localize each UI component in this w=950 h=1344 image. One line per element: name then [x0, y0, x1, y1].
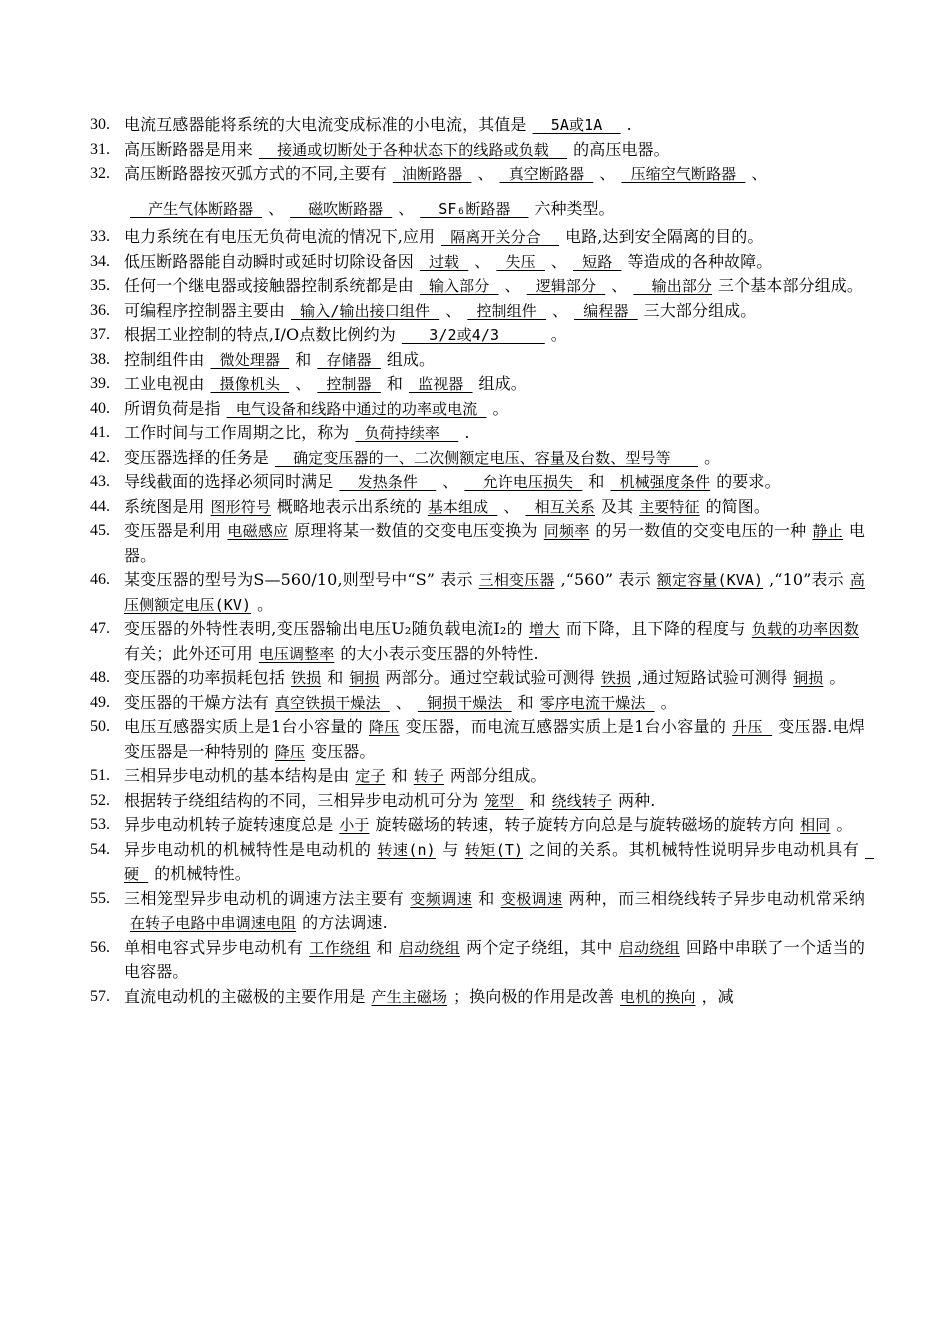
answer-blank: SF₆断路器 [420, 199, 529, 218]
question-text: 和 [517, 692, 534, 712]
question-text: 三大部分组成。 [643, 300, 757, 320]
answer-blank: 降压 [274, 742, 306, 761]
question-item [90, 887, 865, 936]
question-body [124, 274, 865, 299]
answer-blank: 变极调速 [500, 889, 563, 908]
question-item [90, 936, 865, 985]
question-text: 工作时间与工作周期之比，称为 [124, 423, 350, 442]
question-text: 的方法调速. [302, 913, 388, 932]
question-text: 和 [295, 349, 312, 369]
question-text: ,“560” 表示 [560, 570, 651, 589]
answer-blank: 负载的功率因数 [751, 620, 860, 638]
question-number: 40. [90, 399, 110, 417]
question-text: 。 [836, 815, 853, 834]
answer-blank: 高压侧额定电压(KV) [124, 571, 865, 614]
question-number: 41. [90, 424, 110, 441]
question-body [124, 617, 865, 666]
question-text: 。 [829, 668, 846, 687]
question-body [124, 446, 865, 471]
question-text: 异步电动机转子旋转速度总是 [124, 815, 334, 834]
question-text: 组成。 [478, 374, 527, 393]
question-text: 回路中串联了一个适当的电容器。 [124, 937, 866, 981]
question-number: 33. [90, 228, 110, 245]
question-text: 和 [386, 374, 403, 393]
answer-blank: 负荷持续率 [355, 424, 459, 442]
question-text: 的另一数值的交变电压的一种 [595, 521, 807, 540]
answer-blank: 笼型 [484, 791, 524, 810]
question-item [90, 397, 865, 422]
question-body [124, 323, 865, 348]
question-text: 的机械特性。 [154, 864, 251, 883]
question-text: 、 [504, 276, 521, 295]
question-text: 三相笼型异步电动机的调速方法主要有 [124, 888, 405, 908]
question-text: 、 [442, 472, 459, 491]
question-text: 低压断路器能自动瞬时或延时切除设备因 [124, 251, 414, 271]
question-text: 、 [550, 251, 567, 271]
question-body [124, 113, 865, 138]
answer-blank: 产生主磁场 [371, 987, 448, 1006]
question-text: 两部分。通过空载试验可测得 [385, 668, 595, 687]
answer-blank: 3/2或4/3 [401, 326, 545, 344]
question-number: 31. [90, 140, 110, 158]
question-item [90, 113, 865, 138]
question-item [90, 348, 865, 373]
question-body [124, 764, 865, 789]
question-number: 32. [90, 165, 110, 182]
question-text: 六种类型。 [534, 198, 615, 218]
question-item [90, 323, 865, 348]
question-text: 。 [257, 594, 274, 614]
question-text: 变压器.电焊变压器是一种特别的 [124, 717, 865, 761]
answer-blank: 同频率 [543, 522, 590, 540]
question-number: 36. [90, 301, 110, 319]
question-number: 35. [90, 277, 110, 294]
answer-blank: 相互关系 [525, 497, 595, 516]
question-text: 。 [550, 325, 567, 344]
answer-blank: 启动绕组 [398, 938, 461, 957]
answer-blank: 输入部分 [419, 277, 499, 295]
answer-blank: 电磁感应 [227, 522, 289, 540]
answer-blank: 发热条件 [339, 473, 437, 491]
question-text: 系统图是用 [124, 496, 205, 516]
question-text: 导线截面的选择必须同时满足 [124, 472, 334, 491]
answer-blank: 铜损 [793, 669, 824, 687]
question-text: 和 [391, 766, 408, 785]
question-text: 、 [295, 374, 312, 393]
question-item [90, 495, 865, 520]
question-item [90, 372, 865, 397]
question-text: 之间的关系。其机械特性说明异步电动机具有 [529, 839, 859, 859]
question-item [90, 162, 865, 187]
question-text: 的大小表示变压器的外特性. [340, 643, 539, 663]
question-body [124, 568, 865, 617]
question-text: 直流电动机的主磁极的主要作用是 [124, 986, 366, 1006]
answer-blank: 存储器 [317, 350, 381, 369]
answer-blank: 主要特征 [639, 497, 700, 516]
question-number: 48. [90, 669, 110, 686]
answer-blank: 绕线转子 [551, 791, 613, 810]
question-item [90, 985, 865, 1010]
question-number: 57. [90, 987, 110, 1005]
question-item [90, 299, 865, 324]
answer-blank: 确定变压器的一、二次侧额定电压、容量及台数、型号等 [274, 448, 699, 467]
question-text: 变压器的外特性表明,变压器输出电压U₂随负载电流I₂的 [124, 619, 523, 638]
answer-blank: 电压调整率 [258, 644, 335, 663]
question-item [90, 470, 865, 495]
question-text: 电流互感器能将系统的大电流变成标准的小电流，其值是 [124, 115, 527, 134]
question-text: 的要求。 [716, 472, 781, 491]
question-number: 49. [90, 693, 110, 711]
question-text: 的高压电器。 [573, 139, 670, 159]
question-text: 和 [529, 790, 546, 810]
question-text: 。 [660, 692, 677, 712]
question-text: 某变压器的型号为S—560/10,则型号中“S” 表示 [124, 570, 473, 589]
answer-blank: 电气设备和线路中通过的功率或电流 [226, 399, 487, 418]
question-text: ，减 [701, 986, 734, 1006]
question-text: 与 [441, 839, 459, 859]
answer-blank: 零序电流干燥法 [539, 693, 655, 712]
question-item [90, 691, 865, 716]
question-body [124, 936, 865, 985]
question-number: 56. [90, 938, 110, 956]
question-body [124, 715, 865, 764]
question-number: 47. [90, 620, 110, 637]
question-text: 电器。 [124, 521, 865, 565]
answer-blank: 降压 [368, 718, 400, 736]
answer-blank: 电机的换向 [620, 987, 696, 1006]
question-text: 、 [474, 251, 491, 271]
answer-blank: 静止 [812, 522, 843, 540]
question-number: 55. [90, 889, 110, 907]
question-text: 根据转子绕组结构的不同，三相异步电动机可分为 [124, 790, 479, 810]
question-item [90, 519, 865, 568]
answer-blank: 油断路器 [392, 165, 472, 183]
question-list [90, 113, 875, 1009]
question-text: 、 [751, 164, 768, 183]
question-number: 38. [90, 350, 110, 368]
question-text: 所谓负荷是指 [124, 398, 221, 418]
question-body [124, 666, 865, 691]
question-text: 任何一个继电器或接触器控制系统都是由 [124, 276, 414, 295]
answer-blank: 失压 [496, 252, 545, 271]
answer-blank: 输出部分 [633, 277, 713, 295]
question-item [90, 813, 865, 838]
answer-blank: 产生气体断路器 [130, 199, 263, 218]
question-text: 、 [552, 300, 569, 320]
question-text: 和 [376, 937, 393, 957]
answer-blank: 控制器 [317, 375, 381, 393]
question-text: 变压器是利用 [124, 521, 222, 540]
question-text: 、 [477, 164, 494, 183]
answer-blank: 转矩(T) [464, 840, 524, 859]
answer-blank: 隔离开关分合 [441, 228, 560, 246]
answer-blank: 铁损 [600, 669, 632, 687]
question-text: 、 [599, 164, 616, 183]
answer-blank: 短路 [572, 252, 622, 271]
question-body [124, 519, 865, 568]
question-text: 旋转磁场的转速，转子旋转方向总是与旋转磁场的旋转方向 [375, 815, 795, 834]
question-number: 45. [90, 522, 110, 539]
answer-blank: 小于 [339, 816, 370, 834]
answer-blank: 真空铁损干燥法 [274, 693, 390, 712]
question-item [90, 446, 865, 471]
question-item [90, 138, 865, 163]
question-text: 两种. [618, 790, 656, 810]
question-continuation [90, 197, 865, 222]
question-number: 43. [90, 473, 110, 490]
question-item [90, 838, 875, 887]
answer-blank: 真空断路器 [499, 165, 594, 183]
question-text: 、 [268, 198, 285, 218]
question-number: 53. [90, 816, 110, 833]
question-text: 电压互感器实质上是1台小容量的 [124, 717, 363, 736]
answer-blank: 铁损 [291, 669, 322, 687]
answer-blank: 在转子电路中串调速电阻 [130, 914, 297, 932]
question-text: 异步电动机的机械特性是电动机的 [124, 839, 372, 859]
answer-blank: 启动绕组 [618, 938, 680, 957]
answer-blank: 接通或切断处于各种状态下的线路或负载 [258, 140, 568, 159]
answer-blank: 5A或1A [532, 116, 621, 134]
answer-blank: 微处理器 [210, 350, 290, 369]
answer-blank: 基本组成 [427, 497, 498, 516]
question-number: 44. [90, 497, 110, 515]
answer-blank: 摄像机头 [210, 375, 290, 393]
question-body [124, 138, 865, 163]
answer-blank: 监视器 [408, 375, 473, 393]
question-text: 高压断路器按灭弧方式的不同,主要有 [124, 164, 387, 183]
question-item [90, 274, 865, 299]
question-text: 原理将某一数值的交变电压变换为 [294, 521, 538, 540]
answer-blank: 逻辑部分 [526, 277, 606, 295]
question-body [124, 813, 865, 838]
answer-blank: 定子 [355, 767, 386, 785]
question-text: 、 [503, 496, 520, 516]
question-text: ,“10”表示 [769, 570, 844, 589]
answer-blank: 过载 [419, 252, 469, 271]
question-number: 34. [90, 252, 110, 270]
question-body [124, 887, 865, 936]
question-number: 52. [90, 791, 110, 809]
question-number: 50. [90, 718, 110, 735]
question-text: ；换向极的作用是改善 [453, 986, 615, 1006]
question-body [124, 495, 865, 520]
question-text: 变压器的功率损耗包括 [124, 668, 286, 687]
question-body [124, 162, 865, 187]
question-text: . [626, 115, 632, 134]
question-text: 三个基本部分组成。 [718, 276, 863, 295]
answer-blank: 增大 [529, 620, 560, 638]
answer-blank: 额定容量(KVA) [656, 571, 764, 589]
question-number: 37. [90, 326, 110, 343]
answer-blank: 机械强度条件 [610, 473, 711, 491]
question-text: 概略地表示出系统的 [276, 496, 422, 516]
question-text: 组成。 [386, 349, 436, 369]
question-text: 。 [704, 447, 721, 467]
answer-blank: 输入/输出接口组件 [291, 301, 440, 320]
question-text: 电力系统在有电压无负荷电流的情况下,应用 [124, 227, 436, 246]
answer-blank: 相同 [800, 816, 831, 834]
question-item [90, 250, 865, 275]
answer-blank: 磁吹断路器 [290, 199, 393, 218]
answer-blank: 工作绕组 [309, 938, 371, 957]
answer-blank: 变频调速 [410, 889, 473, 908]
answer-blank: 铜损 [349, 669, 380, 687]
question-body [124, 299, 865, 324]
question-text: 变压器，而电流互感器实质上是1台小容量的 [405, 717, 727, 736]
question-text: 和 [327, 668, 344, 687]
question-text: 的简图。 [705, 496, 771, 516]
answer-blank: 转速(n) [377, 840, 436, 859]
question-body [124, 250, 865, 275]
question-text: 、 [398, 198, 415, 218]
question-text: 、 [445, 300, 462, 320]
question-body [124, 691, 865, 716]
question-number: 54. [90, 840, 110, 858]
question-item [90, 568, 865, 617]
question-body [124, 470, 865, 495]
question-item [90, 225, 865, 250]
answer-blank: 压缩空气断路器 [621, 165, 746, 183]
question-text: 高压断路器是用来 [124, 139, 253, 159]
question-text: ,通过短路试验可测得 [637, 668, 788, 687]
question-body [124, 985, 865, 1010]
answer-blank: 转子 [413, 767, 444, 785]
question-text: 三相异步电动机的基本结构是由 [124, 766, 350, 785]
question-text: 可编程序控制器主要由 [124, 300, 286, 320]
question-text: 和 [478, 888, 495, 908]
question-text: 而下降，且下降的程度与 [565, 619, 746, 638]
answer-blank: 硬 [124, 840, 875, 883]
question-item [90, 789, 865, 814]
answer-blank: 控制组件 [467, 301, 546, 320]
question-number: 42. [90, 448, 110, 466]
question-text: 控制组件由 [124, 349, 205, 369]
answer-blank: 图形符号 [210, 497, 271, 516]
question-number: 30. [90, 116, 110, 133]
question-number: 46. [90, 571, 110, 588]
answer-blank: 允许电压损失 [464, 473, 583, 491]
question-text: . [464, 423, 470, 442]
question-text: 根据工业控制的特点,I/O点数比例约为 [124, 325, 396, 344]
question-text: 变压器的干燥方法有 [124, 692, 269, 712]
question-body [124, 225, 865, 250]
question-text: 变压器。 [311, 741, 376, 761]
question-text: 变压器选择的任务是 [124, 447, 269, 467]
question-text: 。 [492, 398, 509, 418]
answer-blank: 升压 [732, 718, 773, 736]
question-text: 、 [611, 276, 628, 295]
question-item [90, 715, 865, 764]
question-text: 、 [395, 692, 412, 712]
question-text: 和 [588, 472, 605, 491]
question-number: 51. [90, 767, 110, 784]
answer-blank: 铜损干燥法 [417, 693, 512, 712]
question-text: 电路,达到安全隔离的目的。 [565, 227, 764, 246]
question-number: 39. [90, 375, 110, 392]
question-body [124, 838, 875, 887]
question-item [90, 764, 865, 789]
question-text: 两种，而三相绕线转子异步电动机常采纳 [568, 888, 866, 908]
question-text: 单相电容式异步电动机有 [124, 937, 304, 957]
answer-blank: 编程器 [574, 301, 638, 320]
question-text: 及其 [601, 496, 634, 516]
question-body [124, 348, 865, 373]
question-text: 等造成的各种故障。 [627, 251, 773, 271]
question-item [90, 421, 865, 446]
question-text: 两个定子绕组，其中 [466, 937, 613, 957]
question-body [124, 397, 865, 422]
question-item [90, 617, 865, 666]
question-item [90, 666, 865, 691]
question-text: 工业电视由 [124, 374, 205, 393]
question-text: 两部分组成。 [449, 766, 547, 785]
answer-blank: 三相变压器 [478, 571, 555, 589]
question-body [124, 372, 865, 397]
question-body [124, 789, 865, 814]
question-body [124, 421, 865, 446]
question-text: 有关；此外还可用 [124, 643, 253, 663]
